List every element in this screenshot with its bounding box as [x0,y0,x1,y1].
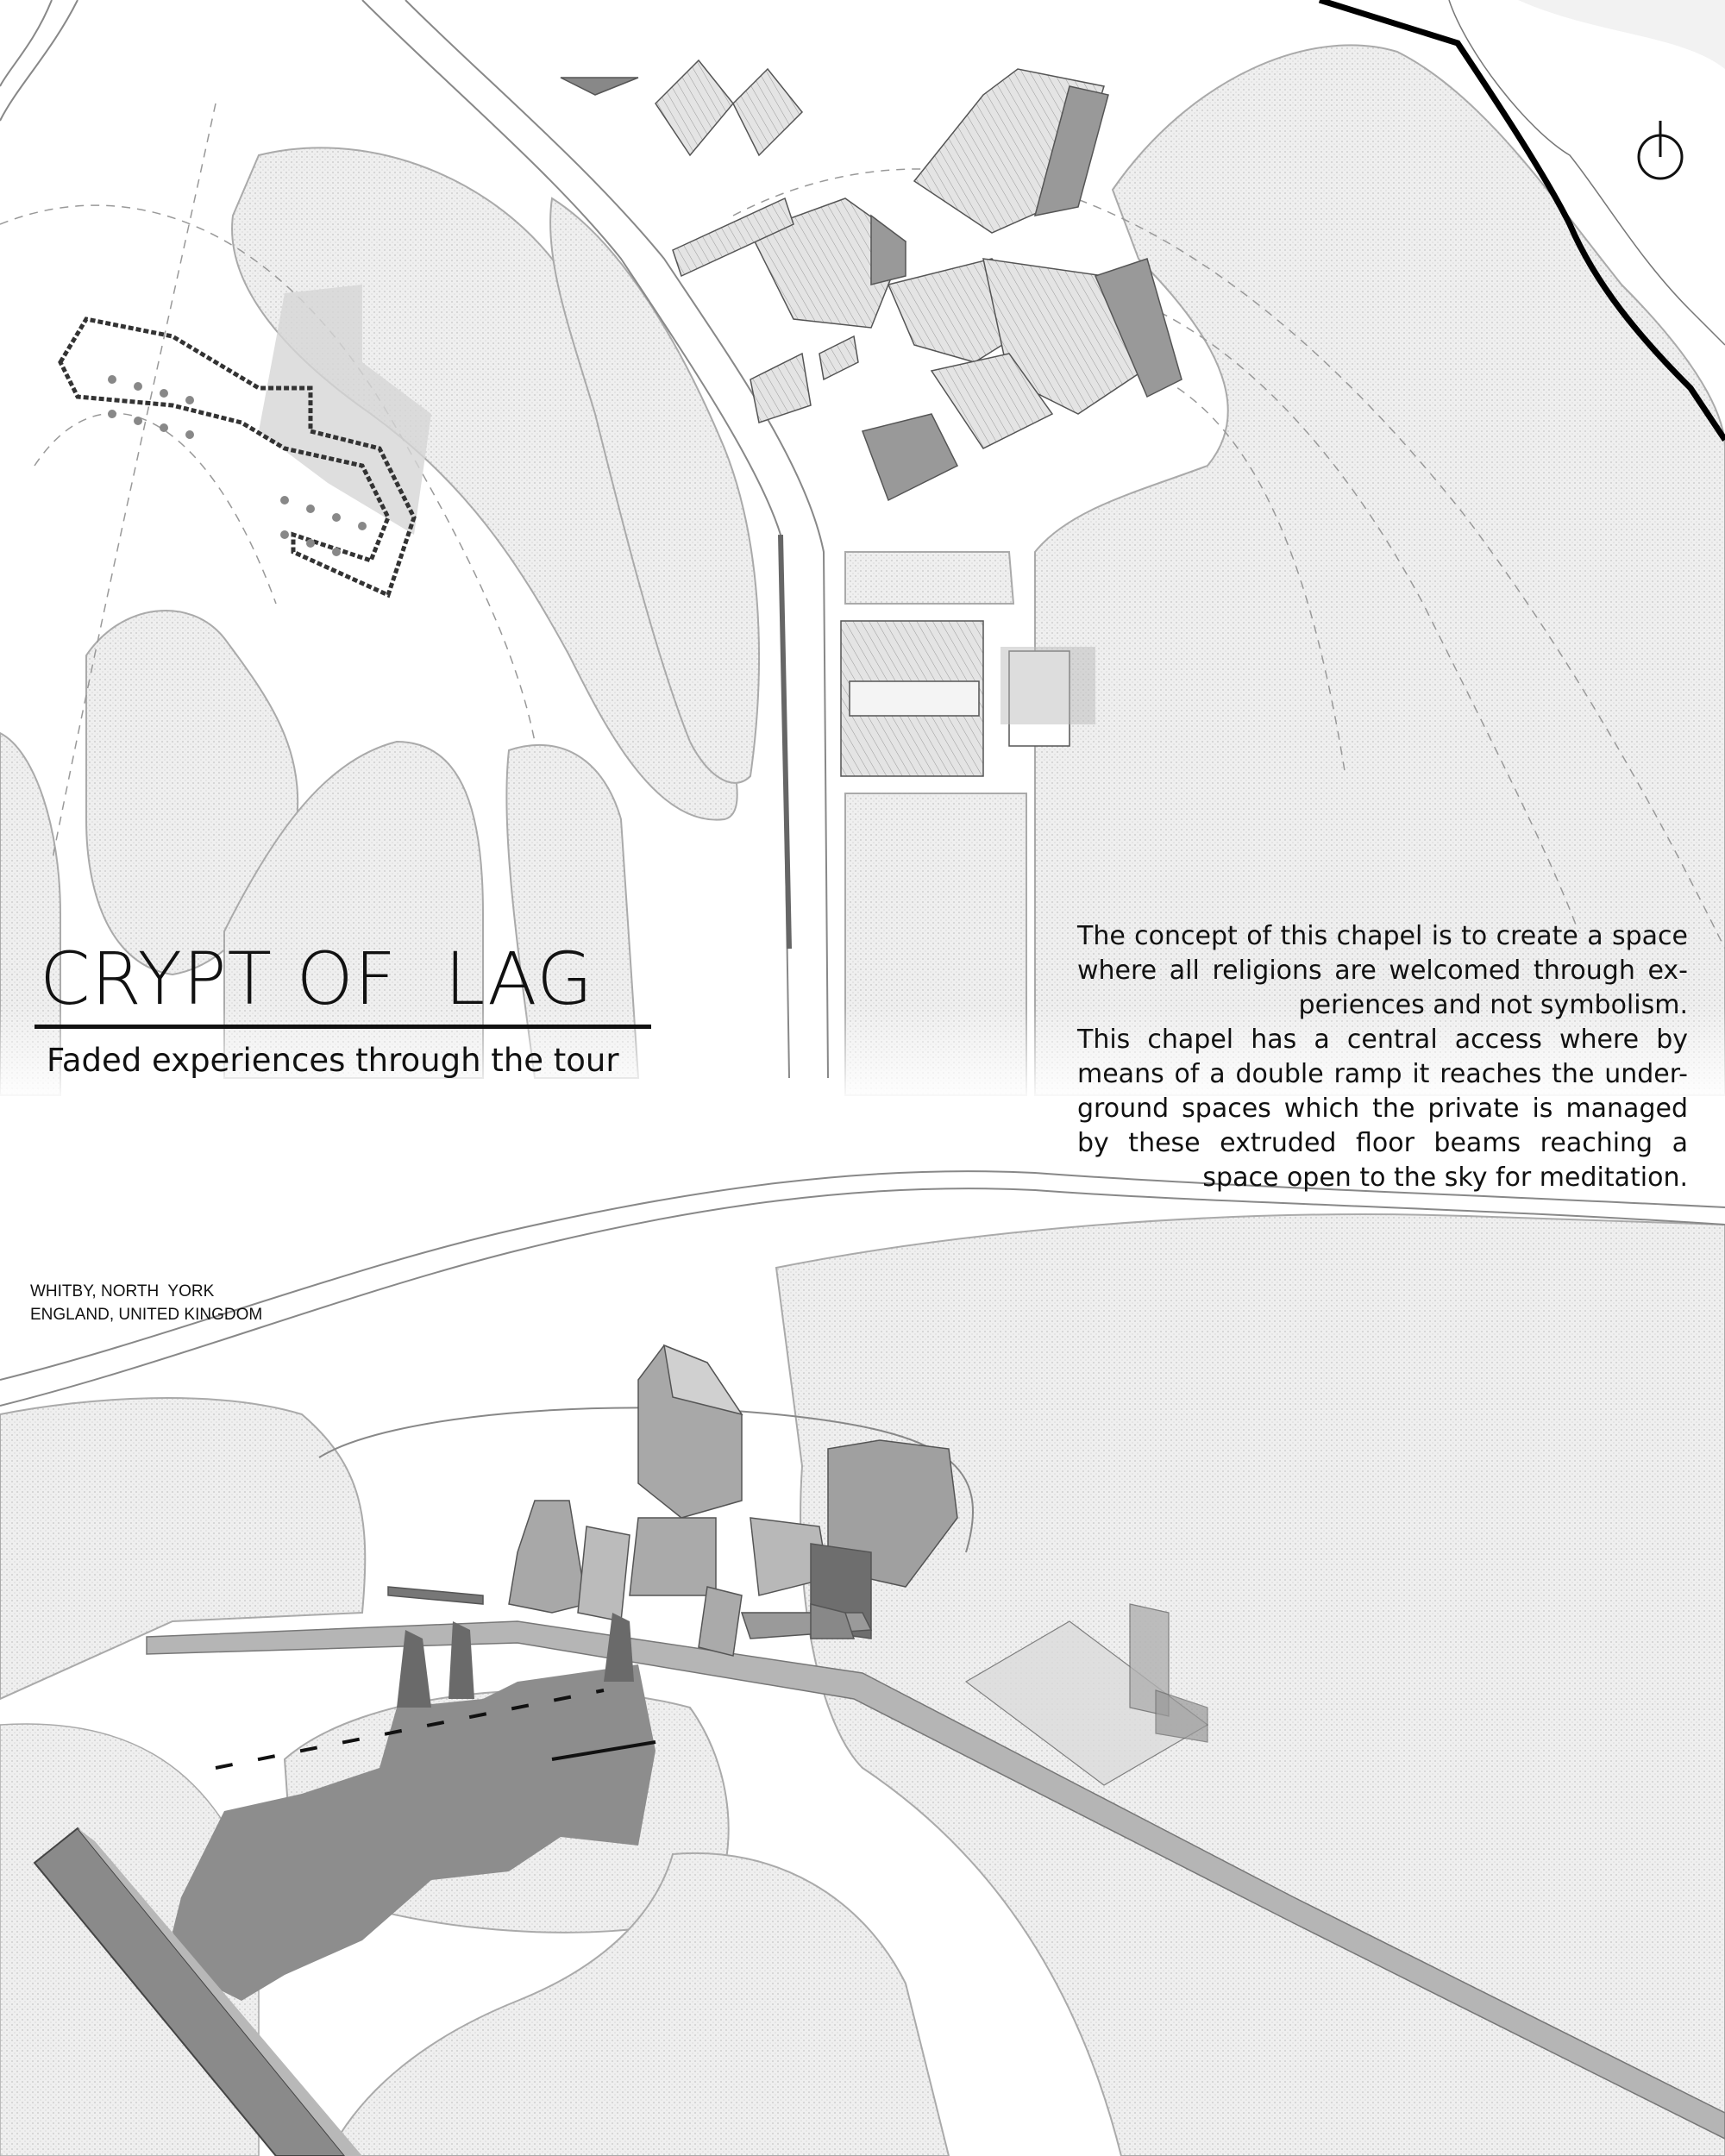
description-line: periences and not symbolism. [1298,990,1688,1020]
terrain-east-axo [776,1214,1725,2156]
poster-subtitle: Faded experiences through the tour [47,1042,619,1079]
description-line: The concept of this chapel is to create a space [1077,921,1688,951]
title-divider [34,1025,651,1029]
location-label [30,1280,262,1326]
abbey-ruins-axo [172,1613,656,2001]
location-line: WHITBY, NORTH YORK [30,1282,215,1300]
poster-title: CRYPT OF LAG [40,937,594,1021]
terrain-west-axo [0,1398,365,1699]
terrain-south-2 [845,552,1013,604]
description-line: ground spaces which the private is managed [1077,1094,1688,1124]
description-line: means of a double ramp it reaches the under- [1077,1059,1688,1089]
description-line: space open to the sky for meditation. [1202,1163,1688,1193]
location-line: ENGLAND, UNITED KINGDOM [30,1306,263,1324]
concept-description [1077,919,1688,1195]
north-arrow-icon [1639,121,1682,179]
description-line: where all religions are welcomed through ex- [1077,956,1688,986]
description-line: This chapel has a central access where by [1077,1025,1688,1055]
description-line: by these extruded floor beams reaching a [1077,1128,1688,1158]
